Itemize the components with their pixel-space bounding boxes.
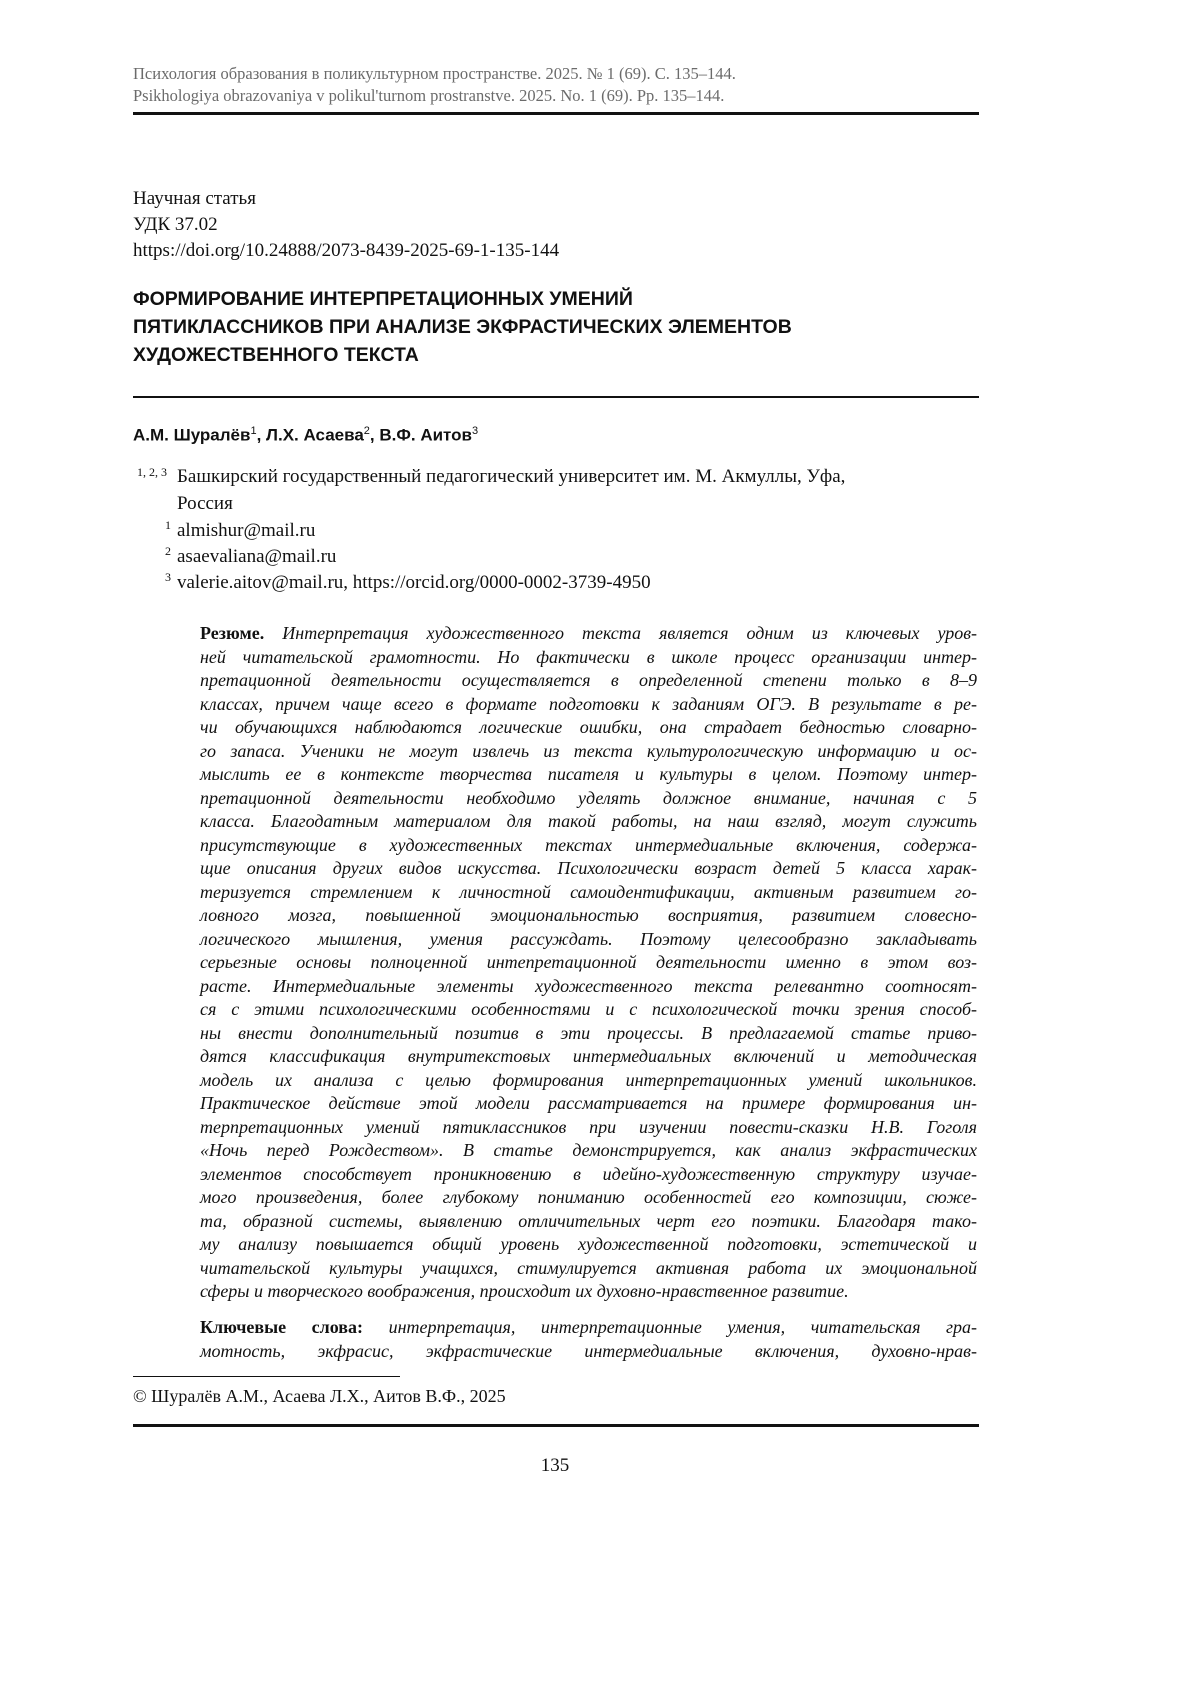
abstract-text: та, образной системы, выявлению отличительных черт его поэтики. Благодаря тако- xyxy=(200,1210,977,1231)
abstract-line xyxy=(200,1092,977,1116)
footer-rule xyxy=(133,1424,979,1427)
abstract-text: классах, причем чаще всего в формате подготовки к заданиям ОГЭ. В результате в ре- xyxy=(200,693,977,714)
abstract-line xyxy=(200,787,977,811)
abstract-text: присутствующие в художественных текстах интермедиальные включения, содержа- xyxy=(200,834,977,855)
abstract-text: ловного мозга, повышенной эмоциональностью восприятия, развитием словесно- xyxy=(200,905,977,925)
abstract-line xyxy=(200,693,977,717)
author-sup: 3 xyxy=(472,425,479,437)
email-sup: 3 xyxy=(165,570,171,584)
abstract-text: мого произведения, более глубокому пониманию особенностей его композиции, сюже- xyxy=(200,1187,977,1207)
affiliation-line: Башкирский государственный педагогический университет им. М. Акмуллы, Уфа, xyxy=(177,466,846,487)
abstract-line xyxy=(200,928,977,952)
abstract-text: чи обучающихся наблюдаются логические ошибки, она страдает бедностью словарно- xyxy=(200,717,977,737)
abstract-text: модель их анализа с целью формирования интерпретационных умений школьников. xyxy=(200,1069,977,1090)
email-link[interactable]: asaevaliana@mail.ru xyxy=(177,546,337,567)
running-header-en: Psikhologiya obrazovaniya v polikul'turnom prostranstve. 2025. No. 1 (69). Pp. 135–144. xyxy=(133,86,725,105)
abstract-line xyxy=(200,1163,977,1187)
abstract-text: теризуется стремлением к личностной самоидентификации, активным развитием го- xyxy=(200,881,977,902)
abstract-line xyxy=(200,857,977,881)
author-name: А.М. Шуралёв xyxy=(133,425,251,445)
abstract-text: дятся классификация внутритекстовых интермедиальных включений и методическая xyxy=(200,1046,977,1066)
keywords-line: интерпретация, интерпретационные умения, читательская гра- xyxy=(388,1317,977,1337)
separator: , xyxy=(256,425,267,445)
abstract-text: терпретационных умений пятиклассников при изучении повести-сказки Н.В. Гоголя xyxy=(200,1116,977,1137)
doi-link[interactable]: https://doi.org/10.24888/2073-8439-2025-69-1-135-144 xyxy=(133,240,560,261)
abstract-label: Резюме. xyxy=(200,623,265,643)
abstract-line xyxy=(200,1233,977,1257)
abstract-line xyxy=(200,716,977,740)
abstract-line xyxy=(200,998,977,1022)
abstract-text: ны внести дополнительный позитив в эти процессы. В предлагаемой статье приво- xyxy=(200,1022,977,1043)
abstract-text: класса. Благодатным материалом для такой работы, на наш взгляд, могут служить xyxy=(200,811,977,831)
author-sup: 1 xyxy=(250,425,257,437)
abstract-line xyxy=(200,1210,977,1234)
header-rule xyxy=(133,112,979,115)
title-line: ХУДОЖЕСТВЕННОГО ТЕКСТА xyxy=(133,344,419,366)
abstract-text: ся с этими психологическими особенностями и с психологической точки зрения способ- xyxy=(200,999,977,1019)
abstract-line xyxy=(200,622,977,646)
running-header-ru: Психология образования в поликультурном пространстве. 2025. № 1 (69). С. 135–144. xyxy=(133,64,736,83)
abstract-line xyxy=(200,1186,977,1210)
title-line: ПЯТИКЛАССНИКОВ ПРИ АНАЛИЗЕ ЭКФРАСТИЧЕСКИХ ЭЛЕМЕНТОВ xyxy=(133,316,792,338)
abstract-text: Практическое действие этой модели рассматривается на примере формирования ин- xyxy=(200,1093,977,1113)
abstract-line xyxy=(200,669,977,693)
abstract-text: мыслить ее в контексте творчества писателя и культуры в целом. Поэтому интер- xyxy=(200,764,977,784)
abstract-text: ней читательской грамотности. Но фактически в школе процесс организации интер- xyxy=(200,646,977,667)
abstract-line xyxy=(200,1280,977,1304)
abstract-text: «Ночь перед Рождеством». В статье демонстрируется, как анализ экфрастических xyxy=(200,1140,977,1160)
email-link[interactable]: almishur@mail.ru xyxy=(177,520,316,541)
email-sup: 1 xyxy=(165,518,171,532)
author-name: В.Ф. Аитов xyxy=(379,425,472,445)
abstract-line xyxy=(200,763,977,787)
footnote-rule xyxy=(133,1376,400,1377)
abstract-text: му анализу повышается общий уровень художественной подготовки, эстетической и xyxy=(200,1234,977,1254)
abstract-text: Интерпретация художественного текста является одним из ключевых уров- xyxy=(282,623,978,643)
article-type: Научная статья xyxy=(133,188,256,209)
affiliation-sup: 1, 2, 3 xyxy=(137,465,167,479)
abstract xyxy=(200,622,977,1304)
copyright: © Шуралёв А.М., Асаева Л.Х., Аитов В.Ф., 2025 xyxy=(133,1386,506,1406)
abstract-text: претационной деятельности осуществляется в определенной степени только в 8–9 xyxy=(200,670,977,690)
title-line: ФОРМИРОВАНИЕ ИНТЕРПРЕТАЦИОННЫХ УМЕНИЙ xyxy=(133,288,633,310)
abstract-text: элементов способствует проникновению в идейно-художественную структуру изучае- xyxy=(200,1163,977,1184)
keywords xyxy=(200,1316,977,1363)
separator: , xyxy=(369,425,380,445)
abstract-text: логического мышления, умения рассуждать. Поэтому целесообразно закладывать xyxy=(200,928,977,949)
abstract-line xyxy=(200,1045,977,1069)
abstract-line xyxy=(200,1069,977,1093)
title-rule xyxy=(133,396,979,398)
email-orcid-link[interactable]: valerie.aitov@mail.ru, https://orcid.org/0000-0002-3739-4950 xyxy=(177,572,651,593)
abstract-line xyxy=(200,904,977,928)
abstract-text: го запаса. Ученики не могут извлечь из текста культурологическую информацию и ос- xyxy=(200,740,977,761)
keywords-line: мотность, экфрасис, экфрастические интермедиальные включения, духовно-нрав- xyxy=(200,1340,977,1361)
abstract-line xyxy=(200,1139,977,1163)
email-sup: 2 xyxy=(165,544,171,558)
abstract-line xyxy=(200,740,977,764)
abstract-line xyxy=(200,646,977,670)
author-sup: 2 xyxy=(363,425,370,437)
abstract-text: сферы и творческого воображения, происходит их духовно-нравственное развитие. xyxy=(200,1281,849,1301)
abstract-line xyxy=(200,810,977,834)
author-name: Л.Х. Асаева xyxy=(266,425,364,445)
keywords-label: Ключевые слова: xyxy=(200,1317,364,1337)
authors xyxy=(133,425,478,446)
abstract-text: серьезные основы полноценной интепретационной деятельности именно в этом воз- xyxy=(200,952,977,972)
abstract-text: претационной деятельности необходимо уделять должное внимание, начиная с 5 xyxy=(200,787,977,808)
abstract-line xyxy=(200,975,977,999)
abstract-text: расте. Интермедиальные элементы художественного текста релевантно соотносят- xyxy=(200,975,977,996)
abstract-line xyxy=(200,1022,977,1046)
udc: УДК 37.02 xyxy=(133,214,218,235)
abstract-line xyxy=(200,1257,977,1281)
abstract-text: щие описания других видов искусства. Психологически возраст детей 5 класса харак- xyxy=(200,858,977,878)
abstract-line xyxy=(200,951,977,975)
abstract-line xyxy=(200,834,977,858)
abstract-line xyxy=(200,1116,977,1140)
abstract-line xyxy=(200,881,977,905)
abstract-text: читательской культуры учащихся, стимулируется активная работа их эмоциональной xyxy=(200,1257,977,1278)
page-number: 135 xyxy=(540,1455,570,1476)
affiliation-line: Россия xyxy=(177,493,233,514)
